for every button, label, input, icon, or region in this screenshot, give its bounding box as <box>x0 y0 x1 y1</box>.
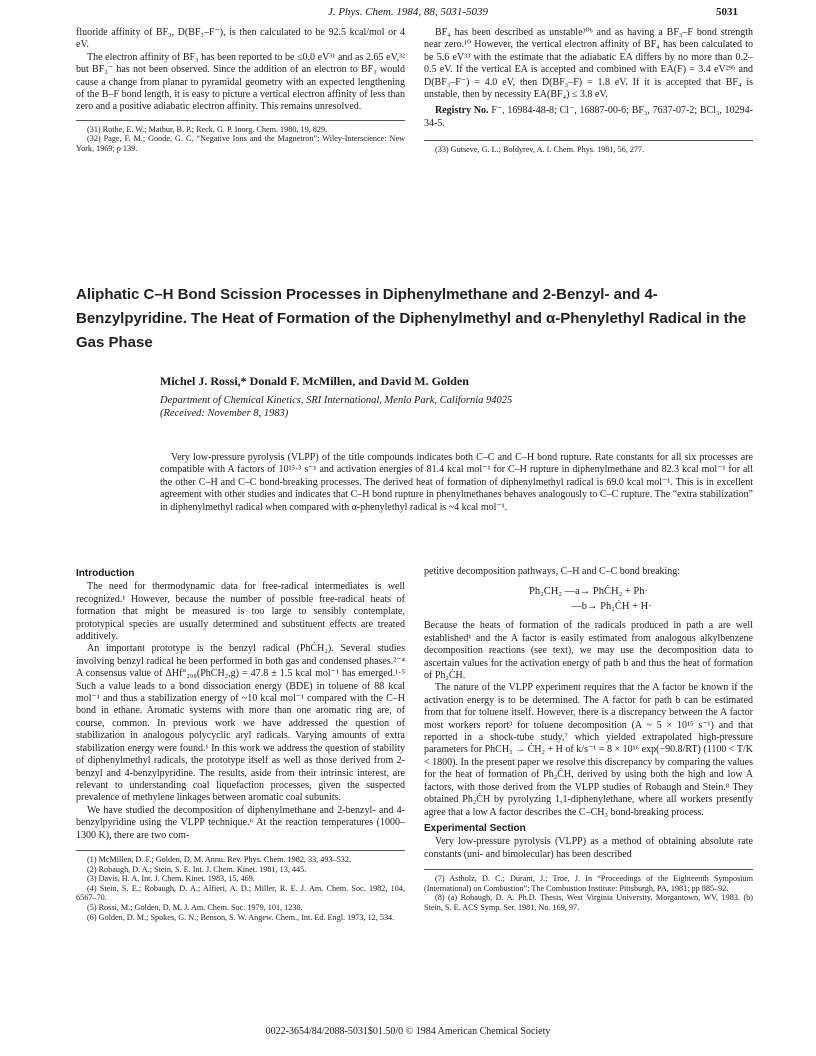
article-authors: Michel J. Rossi,* Donald F. McMillen, and David M. Golden <box>160 374 469 388</box>
received-date: (Received: November 8, 1983) <box>160 408 289 419</box>
section-heading-introduction: Introduction <box>76 568 135 579</box>
prev-article-left-column <box>76 27 405 154</box>
body-paragraph: We have studied the decomposition of diphenylmethane and 2-benzyl- and 4-benzylpyridine using the VLPP technique.⁶ At the reaction temperatures (1000–1300 K), there are two com- <box>76 804 405 841</box>
page-number: 5031 <box>716 6 738 18</box>
reaction-scheme <box>424 584 753 614</box>
footnote: (8) (a) Robaugh, D. A. Ph.D. Thesis, West Virginia University, Morgantown, WV, 1983. (b) Stein, S. E. ACS Symp. Ser. 1981, No. 169, 97. <box>424 893 753 912</box>
footnote: (33) Gutseve, G. L.; Boldyrev, A. I. Chem. Phys. 1981, 56, 277. <box>435 145 645 155</box>
footnotes <box>424 874 753 912</box>
footnote-divider <box>76 120 405 121</box>
footnotes <box>76 125 405 154</box>
registry-label: Registry No. <box>435 105 489 117</box>
journal-citation: J. Phys. Chem. 1984, 88, 5031-5039 <box>327 6 489 18</box>
footnote-divider <box>76 850 405 851</box>
body-paragraph: petitive decomposition pathways, C–H and C–C bond breaking: <box>424 566 681 577</box>
body-left-column <box>76 566 405 922</box>
registry-numbers <box>424 105 753 130</box>
body-right-column <box>424 566 753 913</box>
body-paragraph: Because the heats of formation of the radicals produced in path a are well established¹ and the A factor is easily estimated from analogous alkylbenzene decomposition reactions (see text), we may use the decomposition data to ascertain values for the activation energy of path b and thus the heat of formation of Ph₂ĊH. <box>424 620 753 682</box>
footnote: (3) Davis, H. A. Int. J. Chem. Kinet. 1983, 15, 469. <box>87 874 255 884</box>
article-affiliation <box>160 394 720 420</box>
footnotes <box>424 145 753 155</box>
body-paragraph: An important prototype is the benzyl radical (PhĊH₂). Several studies involving benzyl radical he been performed in both gas and condensed phases.²⁻⁴ A consensus value of ΔHf°₂₉₈(PhCH₂,g) = 47.8 ± 1.5 kcal mol⁻¹ has emerged.¹·⁵ Such a value leads to a bond dissociation energy (BDE) in toluene of 88 kcal mol⁻¹ and thus a stabilization energy of ~10 kcal mol⁻¹ compared with the C–H bond in ethane. Aromatic systems with more than one aromatic ring are, of course, common. In previous work we have addressed the question of stabilization in analogous polycyclic aryl radicals. Varying amounts of extra stabilization energy were found.¹ In this work we address the question of stability of diphenylmethyl radicals, the prototype itself as well as those derived from 2-benzyl and 4-benzylpyridine. The results, aside from their intrinsic interest, are relevant to understanding coal liquefaction processes, given the suspected prevalence of methylene linkages between aromatic coal subunits. <box>76 643 405 804</box>
article-title: Aliphatic C–H Bond Scission Processes in Diphenylmethane and 2-Benzyl- and 4-Benzylpyridine. The Heat of Formation of the Diphenylmethyl and α-Phenylethyl Radical in the Gas Phase <box>76 286 747 351</box>
footnote: (32) Page, F. M.; Goode, G. C. “Negative Ions and the Magnetron”; Wiley-Interscience: New York, 1969; p 139. <box>76 134 405 154</box>
registry-text: F⁻, 16984-48-8; Cl⁻, 16887-00-6; BF₃, 7637-07-2; BCl₃, 10294-34-5. <box>424 105 753 129</box>
footnote: (7) Astholz, D. C.; Durant, J.; Troe, J. In “Proceedings of the Eighteenth Symposium (International) on Combustion”; The Combustion Institute: Pittsburgh, PA, 1981; pp 885–92. <box>424 874 753 893</box>
footnote: (1) McMillen, D. F.; Golden, D. M. Annu. Rev. Phys. Chem. 1982, 33, 493–532. <box>87 854 351 864</box>
footnote: (2) Robaugh, D. A.; Stein, S. E. Int. J. Chem. Kinet. 1981, 13, 445. <box>87 864 307 874</box>
body-paragraph: The need for thermodynamic data for free-radical intermediates is well recognized.¹ However, because the number of possible free-radical heats of formation that might be measured is too large to sensibly contemplate, prototypical species are usually determined and substituent effects are treated additively. <box>76 581 405 643</box>
prev-article-right-column <box>424 27 753 155</box>
equation-path-b: —b→ Ph₂ĊH + H· <box>571 601 652 613</box>
footnote: (6) Golden, D. M.; Spokes, G. N.; Benson, S. W. Angew. Chem., Int. Ed. Engl. 1973, 12, 534. <box>87 912 395 922</box>
footnote: (5) Rossi, M.; Golden, D. M. J. Am. Chem. Soc. 1979, 101, 1230. <box>87 902 303 912</box>
prev-paragraph: BF₄ has been described as unstable³⁰ᵇ and as having a BF₃–F bond strength near zero.¹⁰ However, the vertical electron affinity of BF₄ has been calculated to be 5.6 eV³³ with the estimate that the adiabatic EA differs by no more than 0.2–0.5 eV. If the vertical EA is accepted and combined with EA(F) = 3.4 eV²⁹ᵇ and D(BF₃–F⁻) = 4.0 eV, then D(BF₃–F) = 1.8 eV. If it is accepted that BF₄ is unstable, then by necessity EA(BF₄) ≤ 3.8 eV. <box>424 27 753 101</box>
section-heading-experimental: Experimental Section <box>424 822 526 834</box>
footnote-divider <box>424 869 753 870</box>
body-paragraph: Very low-pressure pyrolysis (VLPP) as a method of obtaining absolute rate constants (uni- and bimolecular) has been described <box>424 836 753 860</box>
footnotes <box>76 855 405 922</box>
article-abstract: Very low-pressure pyrolysis (VLPP) of the title compounds indicates both C–C and C–H bond rupture. Rate constants for all six processes are compatible with A factors of 10¹⁵·³ s⁻¹ and activation energies of 81.4 kcal mol⁻¹ for C–H rupture in diphenylmethane and 82.3 kcal mol⁻¹ for all the other C–H and C–C bond-breaking processes. The derived heat of formation of diphenylmethyl radical is 69.0 kcal mol⁻¹. This is in excellent agreement with other studies and indicates that C–H bond rupture in phenylmethanes behaves analogously to C–C rupture. The “extra stabilization” in diphenylmethyl radical when compared with α-phenylethyl radical is ~4 kcal mol⁻¹. <box>160 452 753 513</box>
prev-paragraph: fluoride affinity of BF₃, D(BF₃–F⁻), is then calculated to be 92.5 kcal/mol or 4 eV. <box>76 27 405 51</box>
footnote: (31) Rothe, E. W.; Mathur, B. P.; Reck, G. P. Inorg. Chem. 1980, 19, 829. <box>87 124 328 134</box>
body-paragraph: The nature of the VLPP experiment requires that the A factor be known if the activation energy is to be determined. The A factor for path b can be estimated from that for toluene itself. However, there is a discrepancy between the A factor most workers report³ for toluene decomposition (A ~ 5 × 10¹⁵ s⁻¹) and that reported in a shock-tube study,⁷ which yielded extrapolated high-pressure parameters for PhCH₃ → ĊH₂ + H of k/s⁻¹ = 8 × 10¹⁶ exp(−90.8/RT) (1100 < T/K < 1800). In the present paper we resolve this discrepancy by comparing the values for the heat of formation of Ph₂ĊH, derived by using both the high and low A factors, with those derived from the VLPP studies of Robaugh and Stein.⁸ They obtained Ph₂ĊH by pyrolyzing 1,1-diphenylethane, where all workers presently agree that a low A factor describes the C–CH₃ bond-breaking process. <box>424 682 753 818</box>
prev-paragraph: The electron affinity of BF₃ has been reported to be ≤0.0 eV³¹ and as 2.65 eV,³² but BF₃⁻ has not been observed. Since the addition of an electron to BF₃ would cause a change from planar to pyramidal geometry with an expected lengthening of the B–F bond length, it is easy to picture a vertical electron affinity of less than zero and a positive adiabatic electron affinity. This remains unresolved. <box>76 51 405 113</box>
running-header <box>0 6 816 22</box>
footnote: (4) Stein, S. E.; Robaugh, D. A.; Alfieri, A. D.; Miller, R. E. J. Am. Chem. Soc. 1982, 104, 6567–70. <box>76 883 405 903</box>
page-footer: 0022-3654/84/2088-5031$01.50/0 © 1984 American Chemical Society <box>265 1026 551 1037</box>
affiliation-text: Department of Chemical Kinetics, SRI International, Menlo Park, California 94025 <box>160 395 513 406</box>
equation-path-a: Ph₂CH₂ —a→ PhĊH₂ + Ph· <box>528 586 648 598</box>
footnote-divider <box>424 140 753 141</box>
